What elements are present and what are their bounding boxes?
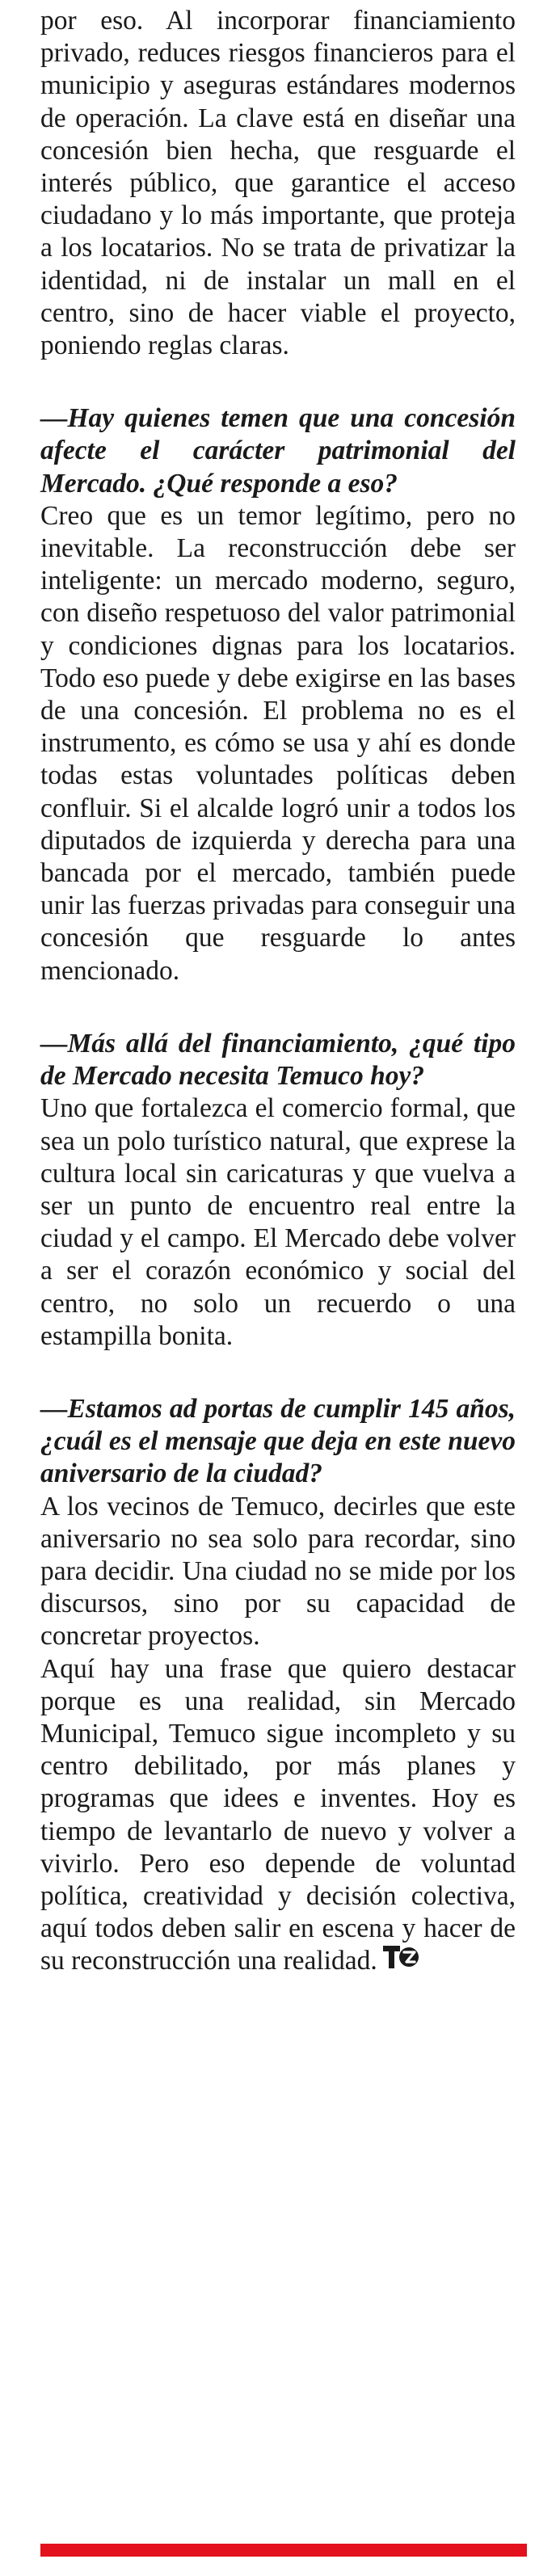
answer-3: A los vecinos de Temuco, decirles que este aniversario no sea solo para recordar, sino para decidir. Una ciudad no se mide por los discursos, sino por su capacidad de concretar proyectos.	[40, 1491, 516, 1652]
article-column	[40, 5, 516, 1978]
section-gap	[40, 1353, 516, 1393]
question-2: —Más allá del financiamiento, ¿qué tipo de Mercado necesita Temuco hoy?	[40, 1028, 516, 1092]
answer-1: Creo que es un temor legítimo, pero no inevitable. La reconstrucción debe ser inteligente: un mercado moderno, seguro, con diseño respetuoso del valor patrimonial y condiciones dignas para los locatarios. Todo eso puede y debe exigirse en las bases de una concesión. El problema no es el instrumento, es cómo se usa y ahí es donde todas estas voluntades políticas deben confluir. Si el alcalde logró unir a todos los diputados de izquierda y derecha para una bancada por el mercado, también puede unir las fuerzas privadas para conseguir una concesión que resguarde lo antes mencionado.	[40, 500, 516, 986]
intro-paragraph: por eso. Al incorporar financiamiento privado, reduces riesgos financieros para el municipio y aseguras estándares modernos de operación. La clave está en diseñar una concesión bien hecha, que resguarde el interés público, que garantice el acceso ciudadano y lo más importante, que proteja a los locatarios. No se trata de privatizar la identidad, ni de instalar un mall en el centro, sino de hacer viable el proyecto, poniendo reglas claras.	[40, 6, 516, 361]
answer-3-continued-text: Aquí hay una frase que quiero destacar porque es una realidad, sin Mercado Municipal, Temuco sigue incompleto y su centro debilitado, por más planes y programas que idees e inventes. Hoy es tiempo de levantarlo de nuevo y volver a vivirlo. Pero eso depende de voluntad política, creatividad y decisión colectiva, aquí todos deben salir en escena y hacer de su reconstrucción una realidad.	[40, 1653, 516, 1976]
section-gap	[40, 362, 516, 402]
section-gap	[40, 987, 516, 1028]
question-1: —Hay quienes temen que una concesión afecte el carácter patrimonial del Mercado. ¿Qué responde a eso?	[40, 403, 516, 499]
footer-accent-bar	[40, 2544, 527, 2557]
end-sign-icon	[382, 1945, 419, 1977]
question-3: —Estamos ad portas de cumplir 145 años, ¿cuál es el mensaje que deja en este nuevo aniversario de la ciudad?	[40, 1393, 516, 1489]
answer-2: Uno que fortalezca el comercio formal, que sea un polo turístico natural, que exprese la cultura local sin caricaturas y que vuelva a ser un punto de encuentro real entre la ciudad y el campo. El Mercado debe volver a ser el corazón económico y social del centro, no solo un recuerdo o una estampilla bonita.	[40, 1093, 516, 1351]
answer-3-continued	[40, 1653, 516, 1978]
